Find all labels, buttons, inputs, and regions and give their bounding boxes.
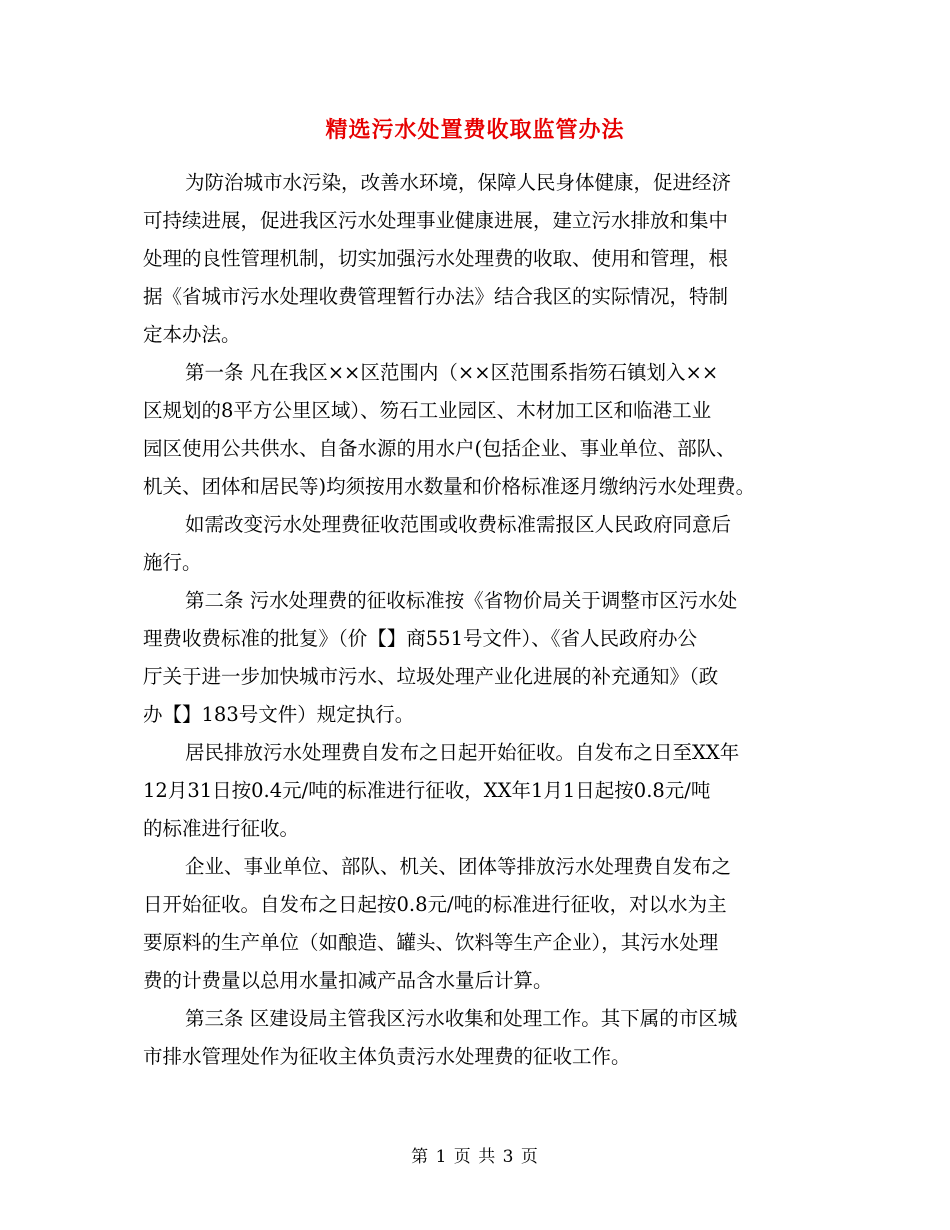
text-line: 第一条 凡在我区××区范围内（××区范围系指笏石镇划入×× [185,361,719,384]
page-footer: 第 1 页 共 3 页 [411,1147,539,1167]
text-line: 的标准进行征收。 [143,817,300,840]
paragraph [143,506,823,582]
text-line: 厅关于进一步加快城市污水、垃圾处理产业化进展的补充通知》（政 [143,665,719,688]
text-line: 定本办法。 [143,323,241,346]
text-line: 理费收费标准的批复》（价【】商551号文件）、《省人民政府办公 [143,627,697,650]
document-body [143,164,823,1076]
text-line: 区规划的8平方公里区域）、笏石工业园区、木材加工区和临港工业 [143,399,712,422]
text-line: 可持续进展，促进我区污水处理事业健康进展，建立污水排放和集中 [143,209,729,232]
text-line: 据《省城市污水处理收费管理暂行办法》结合我区的实际情况，特制 [143,285,729,308]
text-line: 要原料的生产单位（如酿造、罐头、饮料等生产企业），其污水处理 [143,931,719,954]
text-line: 为防治城市水污染，改善水环境，保障人民身体健康，促进经济 [185,171,732,194]
paragraph [143,582,823,734]
text-line: 办【】183号文件）规定执行。 [143,703,415,726]
text-line: 市排水管理处作为征收主体负责污水处理费的征收工作。 [143,1045,631,1068]
text-line: 机关、团体和居民等)均须按用水数量和价格标准逐月缴纳污水处理费。 [143,475,756,498]
text-line: 处理的良性管理机制，切实加强污水处理费的收取、使用和管理，根 [143,247,729,270]
text-line: 如需改变污水处理费征收范围或收费标准需报区人民政府同意后 [185,513,732,536]
text-line: 第三条 区建设局主管我区污水收集和处理工作。其下属的市区城 [185,1007,738,1030]
text-line: 园区使用公共供水、自备水源的用水户(包括企业、事业单位、部队、 [143,437,736,460]
text-line: 第二条 污水处理费的征收标准按《省物价局关于调整市区污水处 [185,589,738,612]
text-line: 12月31日按0.4元/吨的标准进行征收，XX年1月1日起按0.8元/吨 [143,779,711,802]
paragraph [143,848,823,1000]
paragraph [143,734,823,848]
paragraph [143,354,823,506]
text-line: 费的计费量以总用水量扣减产品含水量后计算。 [143,969,553,992]
paragraph [143,164,823,354]
text-line: 日开始征收。自发布之日起按0.8元/吨的标准进行征收，对以水为主 [143,893,727,916]
paragraph [143,1000,823,1076]
text-line: 居民排放污水处理费自发布之日起开始征收。自发布之日至XX年 [185,741,740,764]
text-line: 企业、事业单位、部队、机关、团体等排放污水处理费自发布之 [185,855,732,878]
page-title: 精选污水处置费收取监管办法 [325,117,625,143]
text-line: 施行。 [143,551,202,574]
